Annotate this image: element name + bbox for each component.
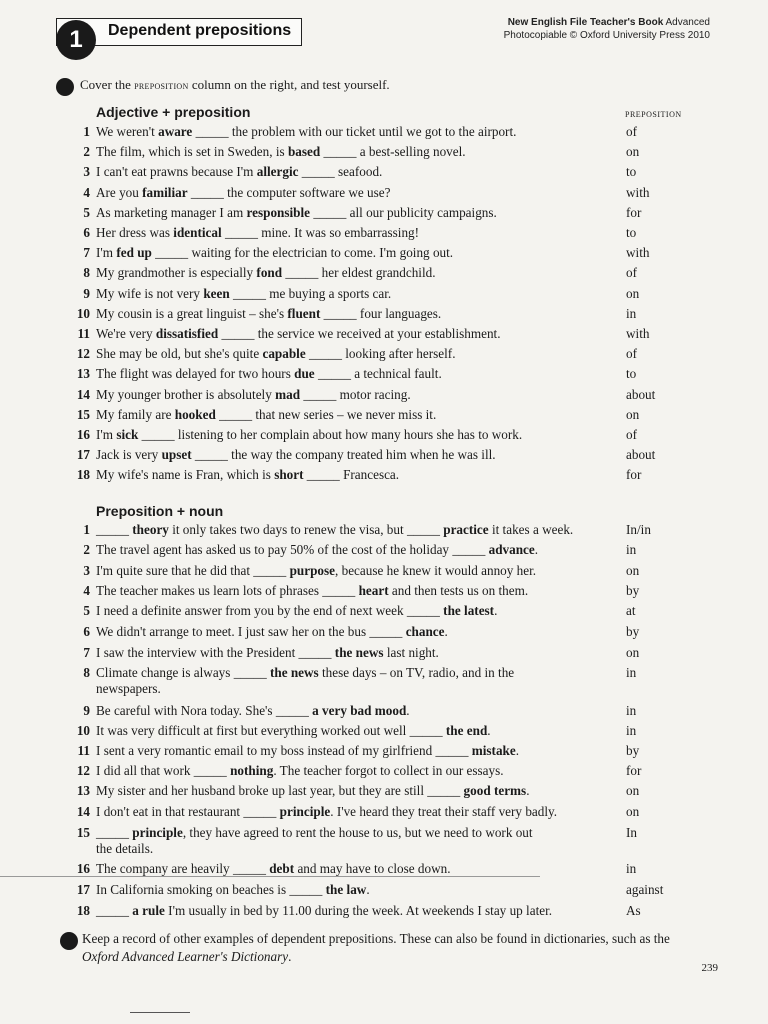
exercise-row <box>0 743 700 763</box>
sentence-text: The company are heavily _____ <box>96 861 270 876</box>
sentence-text: My wife is not very <box>96 285 204 301</box>
sentence-text: , they have agreed to rent the house to us, but we need to work out <box>182 825 533 840</box>
instruction-post: column on the right, and test yourself. <box>191 77 390 92</box>
item-sentence <box>96 903 552 919</box>
sentence-text: The film, which is set in Sweden, is <box>96 144 288 160</box>
item-number: 14 <box>76 804 90 819</box>
exercise-row <box>0 763 700 783</box>
sentence-text: She may be old, but she's quite <box>96 346 263 362</box>
key-noun-phrase: principle <box>132 825 183 840</box>
key-noun-phrase: theory <box>132 522 169 537</box>
key-noun-phrase: the news <box>269 665 319 680</box>
answer-preposition: on <box>626 804 640 819</box>
item-sentence <box>96 144 466 160</box>
key-adjective: fond <box>256 265 283 281</box>
answer-preposition: As <box>626 903 641 918</box>
item-number: 16 <box>76 427 90 442</box>
item-number: 3 <box>83 563 90 578</box>
exercise-row <box>0 225 700 245</box>
item-number: 1 <box>83 124 90 139</box>
section-title-noun: Preposition + noun <box>96 503 224 519</box>
sentence-text: We're very <box>96 326 156 341</box>
item-sentence <box>96 583 528 599</box>
item-number: 13 <box>76 783 90 798</box>
exercise-row <box>0 804 700 824</box>
exercise-row <box>0 326 700 346</box>
sentence-text: _____ looking after herself. <box>305 346 456 362</box>
item-sentence <box>96 387 411 403</box>
sentence-text: _____ seafood. <box>298 164 383 180</box>
exercise-row <box>0 185 700 205</box>
unit-title: Dependent prepositions <box>108 22 292 39</box>
exercise-row <box>0 861 700 881</box>
item-sentence <box>96 603 497 619</box>
sentence-text: _____ <box>96 903 133 918</box>
exercise-row <box>0 542 700 562</box>
item-sentence <box>96 286 391 302</box>
key-adjective: sick <box>116 427 139 442</box>
sentence-continuation: the details. <box>96 841 154 856</box>
answer-preposition: with <box>626 326 650 341</box>
answer-preposition: in <box>626 542 637 557</box>
sentence-text: I sent a very romantic email to my boss instead of my girlfriend _____ <box>96 743 472 758</box>
sentence-text: these days – on TV, radio, and in the <box>318 665 515 680</box>
sentence-text: _____ listening to her complain about how many hours she has to work. <box>138 427 523 442</box>
sentence-text: . <box>444 624 448 639</box>
key-noun-phrase: heart <box>358 583 389 598</box>
item-number: 4 <box>83 184 90 200</box>
sentence-text: My younger brother is absolutely <box>96 386 276 402</box>
key-noun-phrase: advance <box>488 542 535 557</box>
answer-preposition: to <box>626 366 637 382</box>
sentence-text: Her dress was <box>96 225 174 240</box>
item-number: 18 <box>76 467 90 483</box>
sentence-text: _____ waiting for the electrician to come. I'm going out. <box>151 245 454 261</box>
sentence-text: I don't eat in that restaurant _____ <box>96 804 280 819</box>
sentence-text: _____ Francesca. <box>303 467 400 483</box>
key-noun-phrase: the news <box>334 645 384 660</box>
sentence-text: _____ all our publicity campaigns. <box>310 204 497 220</box>
exercise-row <box>0 346 700 366</box>
bottom-rule <box>130 1012 190 1013</box>
answer-preposition: about <box>626 386 656 402</box>
item-number: 7 <box>83 245 90 261</box>
sentence-text: _____ that new series – we never miss it. <box>215 406 437 422</box>
sentence-text: My sister and her husband broke up last year, but they are still _____ <box>96 783 464 798</box>
item-sentence <box>96 763 504 779</box>
item-number: 1 <box>83 522 90 537</box>
sentence-text: . <box>406 703 410 718</box>
answer-preposition: of <box>626 265 637 281</box>
answer-preposition: of <box>626 124 637 139</box>
sentence-text: The teacher makes us learn lots of phrases _____ <box>96 583 359 598</box>
exercise-row <box>0 783 700 803</box>
item-sentence <box>96 804 557 820</box>
item-sentence <box>96 124 516 140</box>
answer-preposition: for <box>626 763 642 778</box>
sentence-text: and may have to close down. <box>294 861 451 876</box>
item-sentence <box>96 306 441 322</box>
item-sentence <box>96 882 370 898</box>
item-sentence <box>96 563 536 579</box>
sentence-text: last night. <box>383 645 439 660</box>
sentence-text: . <box>526 783 530 798</box>
sentence-text: I saw the interview with the President _____ <box>96 645 335 660</box>
answer-preposition: for <box>626 204 642 220</box>
sentence-text: My family are <box>96 406 175 422</box>
sentence-text: I did all that work _____ <box>96 763 231 778</box>
instruction-keyword: preposition <box>134 78 189 92</box>
answer-preposition: with <box>626 184 650 200</box>
exercise-row <box>0 603 700 623</box>
sentence-text: The flight was delayed for two hours <box>96 366 295 382</box>
answer-preposition: about <box>626 447 656 463</box>
sentence-text: . The teacher forgot to collect in our essays. <box>273 763 504 778</box>
exercise-row <box>0 903 700 923</box>
sentence-text: _____ <box>96 825 133 840</box>
sentence-text: _____ her eldest grandchild. <box>282 265 436 281</box>
exercise-row <box>0 522 700 542</box>
exercise-row <box>0 665 700 701</box>
exercise-row <box>0 624 700 644</box>
item-number: 12 <box>76 763 90 778</box>
item-number: 7 <box>83 645 90 660</box>
item-number: 6 <box>83 624 90 639</box>
item-number: 10 <box>76 723 90 738</box>
exercise-row <box>0 286 700 306</box>
key-adjective: short <box>274 467 304 483</box>
footer-text-post: . <box>288 949 292 964</box>
answer-preposition: in <box>626 703 637 718</box>
sentence-text: . <box>494 603 498 618</box>
key-noun-phrase: nothing <box>230 763 274 778</box>
book-title: New English File Teacher's Book <box>507 17 664 28</box>
copyright-notice: Photocopiable © Oxford University Press 2010 <box>503 30 710 41</box>
item-sentence <box>96 861 451 877</box>
answer-preposition: on <box>626 144 640 160</box>
key-noun-phrase: a very bad mood <box>312 703 407 718</box>
item-sentence <box>96 346 456 362</box>
item-sentence <box>96 265 436 281</box>
answer-preposition: in <box>626 305 637 321</box>
item-number: 3 <box>83 164 90 180</box>
exercise-row <box>0 387 700 407</box>
answer-preposition: of <box>626 346 637 362</box>
key-adjective: due <box>294 366 315 382</box>
exercise-row <box>0 825 700 861</box>
sentence-text: _____ the computer software we use? <box>187 184 391 200</box>
book-info <box>504 16 710 42</box>
sentence-text: _____ a best-selling novel. <box>320 144 466 160</box>
sentence-text: . <box>366 882 370 897</box>
preposition-column-heading: preposition <box>625 108 682 120</box>
sentence-text: _____ mine. It was so embarrassing! <box>221 225 420 240</box>
sentence-text: _____ the problem with our ticket until we got to the airport. <box>192 124 517 139</box>
sentence-text: My grandmother is especially <box>96 265 257 281</box>
answer-preposition: at <box>626 603 636 618</box>
sentence-text: My cousin is a great linguist – she's <box>96 305 288 321</box>
answer-preposition: on <box>626 563 640 578</box>
exercise-row <box>0 265 700 285</box>
item-number: 17 <box>76 447 90 463</box>
unit-number-badge: 1 <box>56 20 96 60</box>
item-sentence <box>96 467 399 483</box>
item-number: 9 <box>83 703 90 718</box>
item-number: 6 <box>83 225 90 240</box>
item-sentence <box>96 245 453 261</box>
key-adjective: mad <box>275 386 301 402</box>
answer-preposition: to <box>626 225 637 240</box>
sentence-text: . I've heard they treat their staff very badly. <box>330 804 558 819</box>
sentence-text: . <box>487 723 491 738</box>
sentence-text: _____ <box>96 522 133 537</box>
footer-bullet-icon <box>60 932 78 950</box>
sentence-text: I can't eat prawns because I'm <box>96 164 257 180</box>
sentence-text: I'm usually in bed by 11.00 during the week. At weekends I stay up later. <box>164 903 553 918</box>
answer-preposition: against <box>626 882 664 897</box>
sentence-text: _____ a technical fault. <box>314 366 442 382</box>
exercise-row <box>0 882 700 902</box>
exercise-row <box>0 427 700 447</box>
sentence-text: As marketing manager I am <box>96 204 247 220</box>
exercise-row <box>0 144 700 164</box>
footer-text-pre: Keep a record of other examples of dependent prepositions. These can also be found in dictionaries, such as the <box>82 931 670 946</box>
instruction-text <box>80 77 390 93</box>
sentence-text: and then tests us on them. <box>388 583 529 598</box>
key-adjective: capable <box>262 346 306 362</box>
item-number: 11 <box>77 326 90 341</box>
item-number: 2 <box>83 144 90 160</box>
item-number: 13 <box>76 366 90 382</box>
sentence-text: _____ four languages. <box>320 305 442 321</box>
key-adjective: based <box>287 144 321 160</box>
key-noun-phrase: the latest <box>443 603 495 618</box>
item-sentence <box>96 326 501 342</box>
item-sentence <box>96 366 442 382</box>
exercise-row <box>0 583 700 603</box>
item-sentence <box>96 542 538 558</box>
sentence-text: Are you <box>96 184 143 200</box>
exercise-row <box>0 124 700 144</box>
answer-preposition: for <box>626 467 642 483</box>
sentence-text: I'm quite sure that he did that _____ <box>96 563 290 578</box>
key-adjective: allergic <box>256 164 299 180</box>
sentence-text: Jack is very <box>96 447 162 463</box>
sentence-text: I'm <box>96 245 117 261</box>
item-sentence <box>96 407 436 423</box>
answer-preposition: on <box>626 406 640 422</box>
sentence-text: Climate change is always _____ <box>96 665 270 680</box>
sentence-text: . <box>515 743 520 758</box>
sentence-text: _____ motor racing. <box>300 386 411 402</box>
answer-preposition: on <box>626 783 640 798</box>
exercise-row <box>0 205 700 225</box>
sentence-text: _____ the service we received at your establishment. <box>218 326 501 341</box>
sentence-text: I'm <box>96 427 117 442</box>
answer-preposition: of <box>626 427 637 442</box>
page-number: 239 <box>701 962 718 974</box>
exercise-row <box>0 366 700 386</box>
item-number: 15 <box>76 406 90 422</box>
key-noun-phrase: practice <box>443 522 489 537</box>
item-sentence <box>96 164 382 180</box>
answer-preposition: with <box>626 245 650 261</box>
sentence-text: In California smoking on beaches is _____ <box>96 882 326 897</box>
item-sentence <box>96 205 497 221</box>
footer-instruction <box>82 930 702 966</box>
exercise-row <box>0 703 700 723</box>
item-sentence <box>96 225 419 241</box>
item-number: 5 <box>83 204 90 220</box>
answer-preposition: by <box>626 624 640 639</box>
exercise-row <box>0 645 700 665</box>
item-sentence <box>96 743 519 759</box>
instruction-pre: Cover the <box>80 77 131 92</box>
item-sentence <box>96 447 496 463</box>
item-number: 15 <box>76 825 90 840</box>
exercise-row <box>0 467 700 487</box>
item-sentence <box>96 624 448 640</box>
key-noun-phrase: mistake <box>471 743 516 758</box>
item-sentence <box>96 522 573 538</box>
item-number: 11 <box>77 743 90 758</box>
key-adjective: responsible <box>246 204 311 220</box>
answer-preposition: In <box>626 825 637 840</box>
book-level: Advanced <box>665 17 710 28</box>
sentence-text: _____ me buying a sports car. <box>229 285 392 301</box>
key-noun-phrase: the law <box>325 882 367 897</box>
item-number: 2 <box>83 542 90 557</box>
item-number: 12 <box>76 346 90 362</box>
sentence-continuation: newspapers. <box>96 681 161 696</box>
exercise-row <box>0 563 700 583</box>
key-adjective: dissatisfied <box>155 326 219 341</box>
sentence-text: My wife's name is Fran, which is <box>96 467 275 483</box>
item-sentence <box>96 723 491 739</box>
answer-preposition: In/in <box>626 522 651 537</box>
sentence-text: We weren't <box>96 124 159 139</box>
item-number: 8 <box>83 265 90 281</box>
item-sentence <box>96 783 529 799</box>
item-number: 18 <box>76 903 90 918</box>
item-number: 5 <box>83 603 90 618</box>
key-adjective: upset <box>161 447 192 463</box>
answer-preposition: in <box>626 665 637 680</box>
key-noun-phrase: debt <box>269 861 295 876</box>
sentence-text: it takes a week. <box>488 522 574 537</box>
sentence-text: _____ the way the company treated him when he was ill. <box>191 447 496 463</box>
item-number: 8 <box>83 665 90 680</box>
sentence-text: It was very difficult at first but everything worked out well _____ <box>96 723 446 738</box>
exercise-row <box>0 306 700 326</box>
sentence-text: , because he knew it would annoy her. <box>335 563 537 578</box>
exercise-row <box>0 723 700 743</box>
item-sentence <box>96 427 522 443</box>
key-adjective: hooked <box>174 406 216 422</box>
item-number: 4 <box>83 583 90 598</box>
key-noun-phrase: purpose <box>289 563 335 578</box>
fold-line <box>0 876 540 877</box>
footer-dictionary-name: Oxford Advanced Learner's Dictionary <box>82 949 289 964</box>
answer-preposition: on <box>626 645 640 660</box>
item-number: 16 <box>76 861 90 876</box>
answer-preposition: on <box>626 285 640 301</box>
item-sentence <box>96 703 410 719</box>
key-noun-phrase: good terms <box>463 783 527 798</box>
section-title-adjective: Adjective + preposition <box>96 104 251 120</box>
answer-preposition: by <box>626 583 640 598</box>
item-number: 14 <box>76 386 90 402</box>
answer-preposition: in <box>626 861 637 876</box>
sentence-text: Be careful with Nora today. She's _____ <box>96 703 313 718</box>
key-adjective: fed up <box>116 245 152 261</box>
sentence-text: The travel agent has asked us to pay 50% of the cost of the holiday _____ <box>96 542 489 557</box>
key-adjective: fluent <box>287 305 321 321</box>
item-number: 9 <box>83 285 90 301</box>
item-number: 10 <box>76 305 90 321</box>
key-adjective: familiar <box>142 184 188 200</box>
instruction-bullet-icon <box>56 78 74 96</box>
sentence-text: I need a definite answer from you by the end of next week _____ <box>96 603 444 618</box>
item-sentence <box>96 665 514 681</box>
sentence-text: . <box>534 542 539 557</box>
item-sentence <box>96 825 533 841</box>
key-adjective: keen <box>203 285 230 301</box>
key-noun-phrase: chance <box>405 624 445 639</box>
key-noun-phrase: principle <box>279 804 331 819</box>
key-noun-phrase: a rule <box>132 903 165 918</box>
key-adjective: aware <box>158 124 193 139</box>
item-number: 17 <box>76 882 90 897</box>
item-sentence <box>96 645 439 661</box>
item-sentence <box>96 185 390 201</box>
answer-preposition: by <box>626 743 640 758</box>
exercise-row <box>0 407 700 427</box>
key-noun-phrase: the end <box>445 723 488 738</box>
exercise-row <box>0 245 700 265</box>
answer-preposition: to <box>626 164 637 180</box>
exercise-row <box>0 164 700 184</box>
exercise-row <box>0 447 700 467</box>
key-adjective: identical <box>173 225 222 240</box>
sentence-text: it only takes two days to renew the visa, but _____ <box>168 522 444 537</box>
sentence-text: We didn't arrange to meet. I just saw her on the bus _____ <box>96 624 406 639</box>
answer-preposition: in <box>626 723 637 738</box>
